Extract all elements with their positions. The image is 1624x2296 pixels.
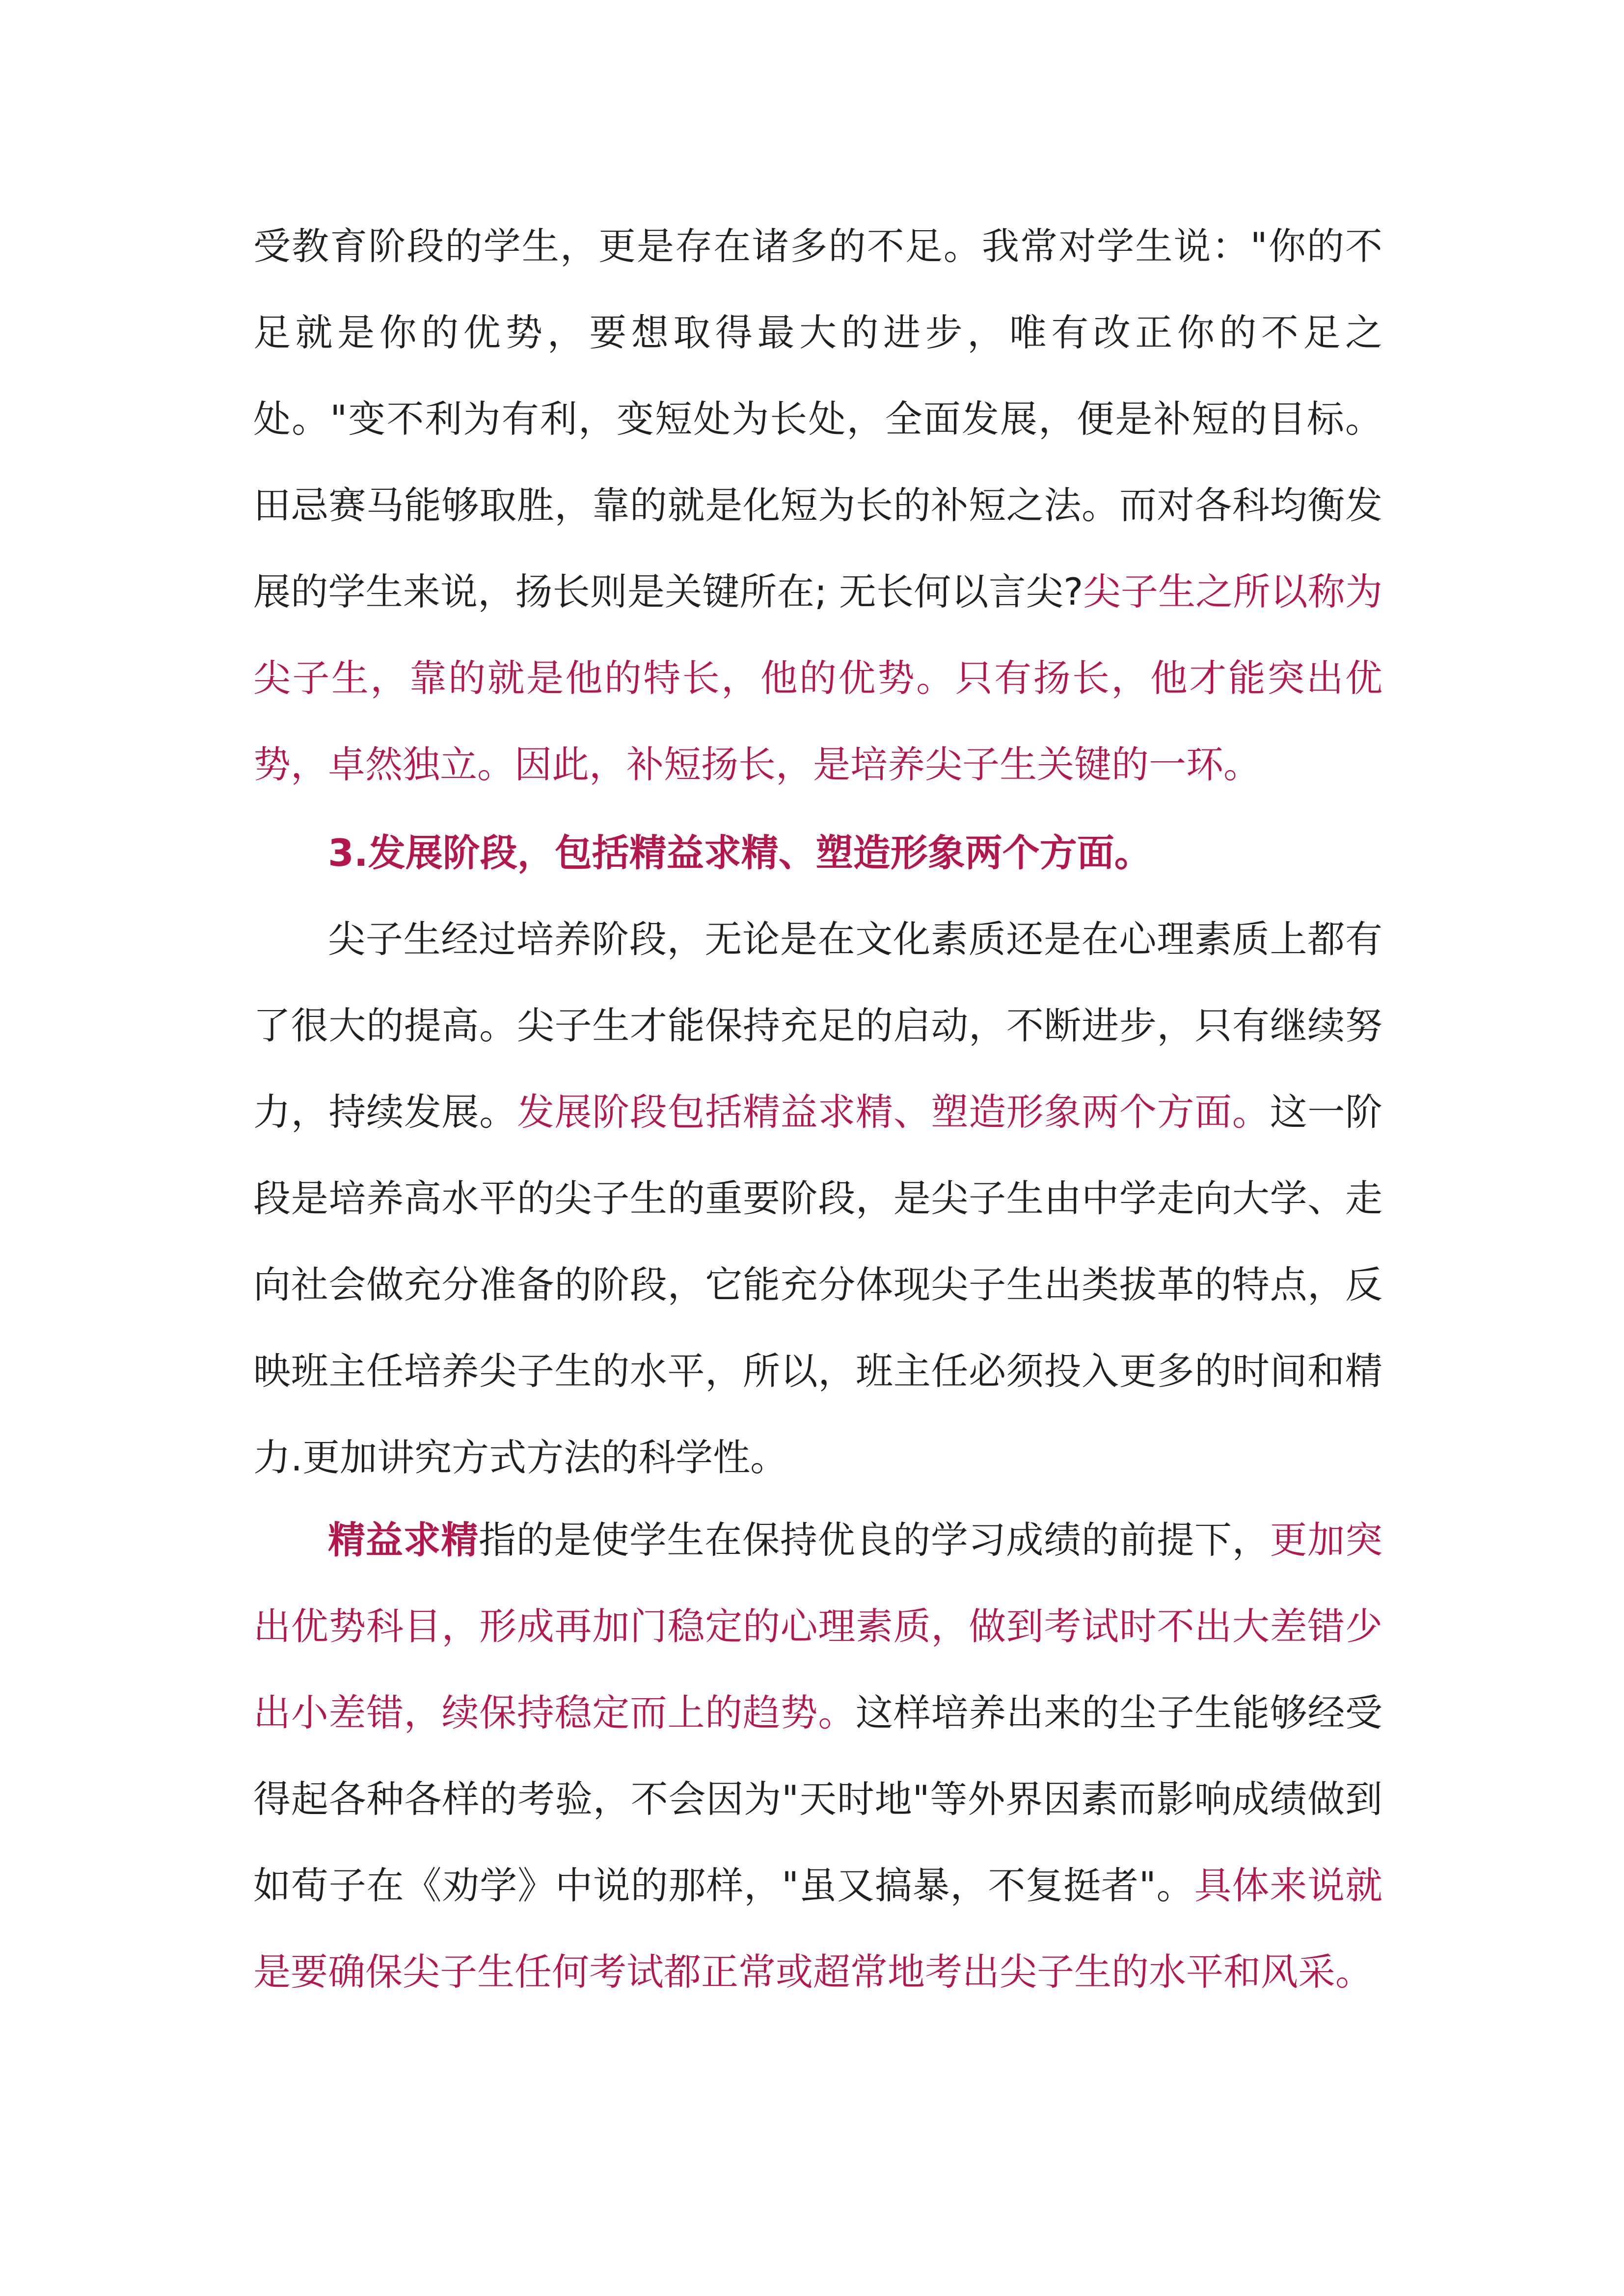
section-heading-3 xyxy=(253,810,1382,896)
paragraph-1-highlight: 尖子生之所以称为尖子生，靠的就是他的特长，他的优势。只有扬长，他才能突出优势，卓然独立。因此，补短扬长，是培养尖子生关键的一环。 xyxy=(253,570,1382,786)
paragraph-3-term: 精益求精 xyxy=(328,1518,479,1562)
paragraph-1 xyxy=(253,203,1382,808)
paragraph-3-highlight-b: 具体来说就是要确保尖子生任何考试都正常或超常地考出尖子生的水平和风采。 xyxy=(253,1864,1382,1994)
paragraph-2-text-b: 这一阶段是培养高水平的尖子生的重要阶段，是尖子生由中学走向大学、走向社会做充分准备的阶段，它能充分体现尖子生出类拔革的特点，反映班主任培养尖子生的水平，所以，班主任必须投入更多的时间和精力.更加讲究方式方法的科学性。 xyxy=(253,1090,1383,1479)
paragraph-3 xyxy=(253,1497,1382,2015)
paragraph-3-highlight-a: 更加突出优势科目，形成再加门稳定的心理素质，做到考试时不出大差错少出小差错，续保持稳定而上的趋势。 xyxy=(253,1518,1383,1735)
section-heading-3-text: 3.发展阶段，包括精益求精、塑造形象两个方面。 xyxy=(328,831,1152,875)
paragraph-2 xyxy=(253,896,1382,1501)
paragraph-2-text-a: 尖子生经过培养阶段，无论是在文化素质还是在心理素质上都有了很大的提高。尖子生才能保持充足的启动，不断进步，只有继续努力，持续发展。 xyxy=(253,917,1382,1134)
paragraph-3-text-a: 指的是使学生在保持优良的学习成绩的前提下， xyxy=(478,1518,1270,1562)
paragraph-1-text: 受教育阶段的学生，更是存在诸多的不足。我常对学生说："你的不足就是你的优势，要想取得最大的进步，唯有改正你的不足之处。"变不利为有利，变短处为长处，全面发展，便是补短的目标。田忌赛马能够取胜，靠的就是化短为长的补短之法。而对各科均衡发展的学生来说，扬长则是关键所在; 无长何以言尖? xyxy=(253,224,1382,614)
paragraph-3-text-b: 这样培养出来的尘子生能够经受得起各种各样的考验，不会因为"天时地"等外界因素而影响成绩做到如荀子在《劝学》中说的那样，"虽又搞暴，不复挺者"。 xyxy=(253,1691,1383,1907)
paragraph-2-highlight: 发展阶段包括精益求精、塑造形象两个方面。 xyxy=(516,1090,1270,1134)
